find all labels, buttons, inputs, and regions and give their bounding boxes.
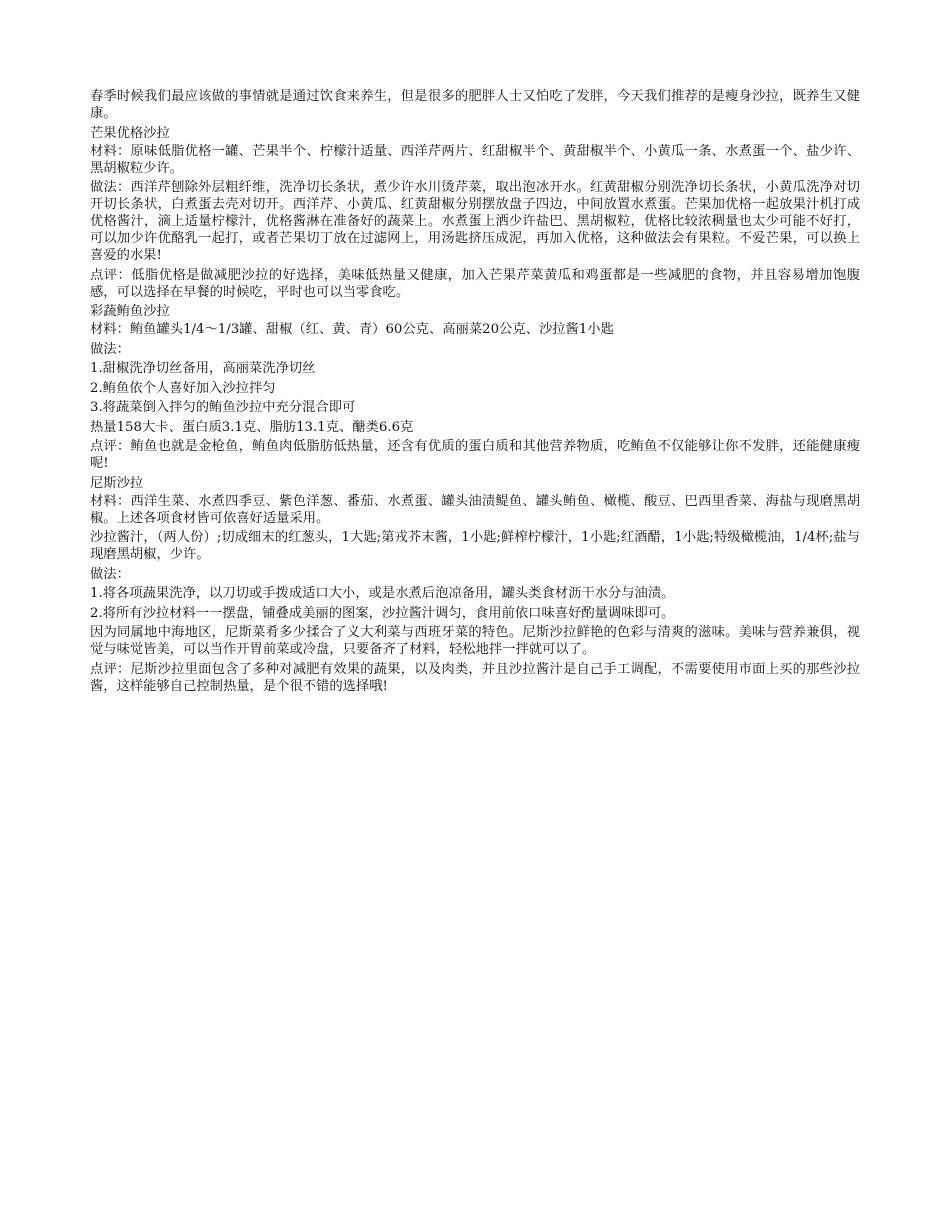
salad2-step-1: 1.甜椒洗净切丝备用，高丽菜洗净切丝 — [90, 361, 316, 376]
salad2-ingredients: 材料：鲔鱼罐头1/4～1/3罐、甜椒（红、黄、青）60公克、高丽菜20公克、沙拉酱1小匙 — [90, 322, 614, 337]
salad3-ingredients: 材料：西洋生菜、水煮四季豆、紫色洋葱、番茄、水煮蛋、罐头油渍鳀鱼、罐头鲔鱼、橄榄、酸豆、巴西里香菜、海盐与现磨黑胡椒。上述各项食材皆可依喜好适量采用。 — [90, 493, 860, 526]
salad2-step-3: 3.将蔬菜倒入拌匀的鲔鱼沙拉中充分混合即可 — [90, 400, 356, 415]
salad3-comment: 点评：尼斯沙拉里面包含了多种对减肥有效果的蔬果，以及肉类，并且沙拉酱汁是自己手工调配，不需要使用市面上买的那些沙拉酱，这样能够自己控制热量，是个很不错的选择哦! — [90, 661, 860, 694]
salad3-step-1: 1.将各项蔬果洗净，以刀切或手拨成适口大小，或是水煮后泡凉备用，罐头类食材沥干水分与油渍。 — [90, 586, 675, 601]
salad3-step-2: 2.将所有沙拉材料一一摆盘，铺叠成美丽的图案，沙拉酱汁调匀，食用前依口味喜好酌量调味即可。 — [90, 605, 675, 621]
salad1-title: 芒果优格沙拉 — [90, 125, 170, 141]
intro-paragraph: 春季时候我们最应该做的事情就是通过饮食来养生，但是很多的肥胖人士又怕吃了发胖，今天我们推荐的是瘦身沙拉，既养生又健康。 — [90, 89, 860, 121]
article-body — [90, 88, 860, 697]
salad2-comment: 点评：鲔鱼也就是金枪鱼，鲔鱼肉低脂肪低热量，还含有优质的蛋白质和其他营养物质，吃鲔鱼不仅能够让你不发胖，还能健康瘦呢! — [90, 439, 860, 471]
salad3-method-label: 做法： — [90, 566, 130, 582]
salad1-ingredients: 材料：原味低脂优格一罐、芒果半个、柠檬汁适量、西洋芹两片、红甜椒半个、黄甜椒半个、小黄瓜一条、水煮蛋一个、盐少许、黑胡椒粒少许。 — [90, 143, 860, 176]
salad1-method: 做法：西洋芹刨除外层粗纤维，洗净切长条状，煮少许水川烫芹菜，取出泡冰开水。红黄甜椒分别洗净切长条状，小黄瓜洗净对切开切长条状，白煮蛋去壳对切开。西洋芹、小黄瓜、红黄甜椒分别摆放盘子四边，中间放置水煮蛋。芒果加优格一起放果汁机打成优格酱汁，滴上适量柠檬汁，优格酱淋在准备好的蔬菜上。水煮蛋上洒少许盐巴、黑胡椒粒，优格比较浓稠量也太少可能不好打，可以加少许优酪乳一起打，或者芒果切丁放在过滤网上，用汤匙挤压成泥，再加入优格，这种做法会有果粒。不爱芒果，可以换上喜爱的水果! — [90, 180, 860, 263]
salad1-comment: 点评：低脂优格是做减肥沙拉的好选择，美味低热量又健康，加入芒果芹菜黄瓜和鸡蛋都是一些减肥的食物，并且容易增加饱腹感，可以选择在早餐的时候吃，平时也可以当零食吃。 — [90, 267, 860, 300]
salad2-method-label: 做法： — [90, 341, 130, 357]
salad2-step-2: 2.鲔鱼依个人喜好加入沙拉拌匀 — [90, 380, 276, 396]
salad2-nutrition: 热量158大卡、蛋白质3.1克、脂肪13.1克、醣类6.6克 — [90, 419, 414, 435]
salad3-dressing: 沙拉酱汁，（两人份）;切成细末的红葱头，1大匙;第戎芥末酱，1小匙;鲜榨柠檬汁，1小匙;红酒醋，1小匙;特级橄榄油，1/4杯;盐与现磨黑胡椒，少许。 — [90, 530, 860, 562]
salad3-title: 尼斯沙拉 — [90, 475, 144, 491]
salad2-title: 彩蔬鲔鱼沙拉 — [90, 304, 170, 319]
salad3-background: 因为同属地中海地区，尼斯菜肴多少揉合了义大利菜与西班牙菜的特色。尼斯沙拉鲜艳的色彩与清爽的滋味。美味与营养兼俱，视觉与味觉皆美，可以当作开胃前菜或冷盘，只要备齐了材料，轻松地拌一拌就可以了。 — [90, 625, 860, 657]
